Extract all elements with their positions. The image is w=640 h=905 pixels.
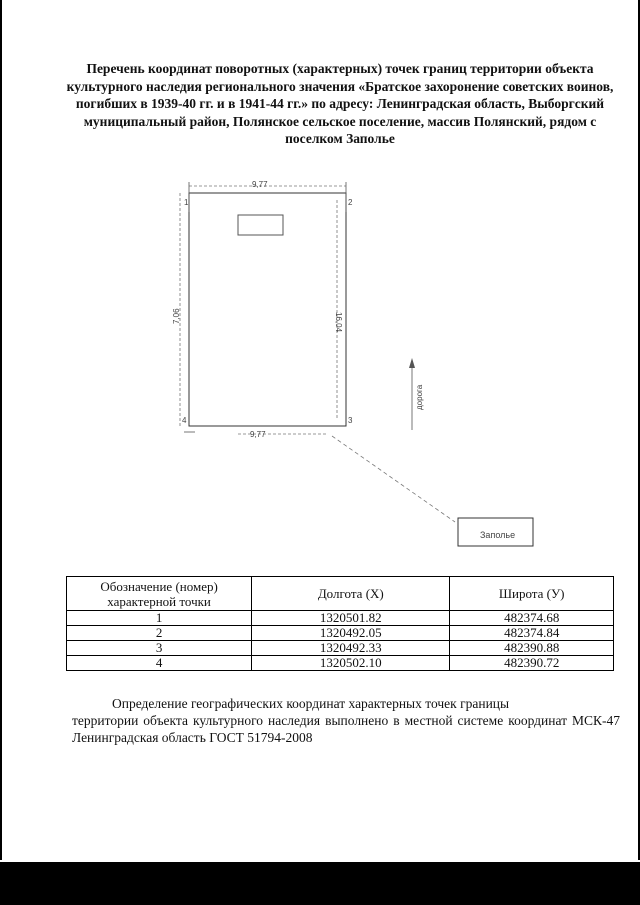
longitude-value: 1320492.05	[252, 626, 450, 641]
point-label-3: 3	[348, 416, 353, 425]
point-id: 3	[67, 641, 252, 656]
latitude-value: 482390.88	[450, 641, 614, 656]
table-row	[67, 626, 614, 641]
point-id: 1	[67, 611, 252, 626]
village-label: Заполье	[480, 530, 516, 540]
table-row	[67, 656, 614, 671]
note-first-line: Определение географических координат характерных точек границы	[112, 696, 510, 711]
point-label-4: 4	[182, 416, 187, 425]
road-arrow	[409, 358, 415, 368]
point-label-1: 1	[184, 198, 189, 207]
document-title: Перечень координат поворотных (характерных) точек границ территории объекта культурного наследия регионального значения «Братское захоронение советских воинов, погибших в 1939-40 гг. и в 1941-44 гг.» по адресу: Ленинградская область, Выборгский муниципальный район, Полянское сельское поселение, массив Полянский, рядом с поселком Заполье	[66, 61, 614, 146]
table-header-row	[67, 577, 614, 611]
longitude-value: 1320501.82	[252, 611, 450, 626]
dimension-top-label: 9,77	[252, 180, 268, 189]
point-id: 4	[67, 656, 252, 671]
table-row	[67, 611, 614, 626]
monument-outline	[238, 215, 283, 235]
coordinates-table	[66, 576, 614, 671]
table-row	[67, 641, 614, 656]
longitude-value: 1320492.33	[252, 641, 450, 656]
dimension-left-label: 7,06	[172, 308, 181, 324]
latitude-value: 482374.84	[450, 626, 614, 641]
access-path	[332, 436, 455, 522]
latitude-value: 482374.68	[450, 611, 614, 626]
point-id: 2	[67, 626, 252, 641]
header-latitude: Широта (У)	[450, 577, 614, 611]
road-label: дорога	[415, 384, 424, 410]
longitude-value: 1320502.10	[252, 656, 450, 671]
dimension-bottom-label: 9,77	[250, 430, 266, 439]
dimension-right-label: 16,04	[334, 312, 343, 333]
coordinate-system-note	[72, 695, 620, 746]
boundary-outline	[189, 193, 346, 426]
header-point-id: Обозначение (номер) характерной точки	[67, 577, 252, 611]
header-longitude: Долгота (X)	[252, 577, 450, 611]
point-label-2: 2	[348, 198, 353, 207]
latitude-value: 482390.72	[450, 656, 614, 671]
note-rest: территории объекта культурного наследия выполнено в местной системе координат МСК-47 Ленинградская область ГОСТ 51794-2008	[72, 713, 620, 745]
